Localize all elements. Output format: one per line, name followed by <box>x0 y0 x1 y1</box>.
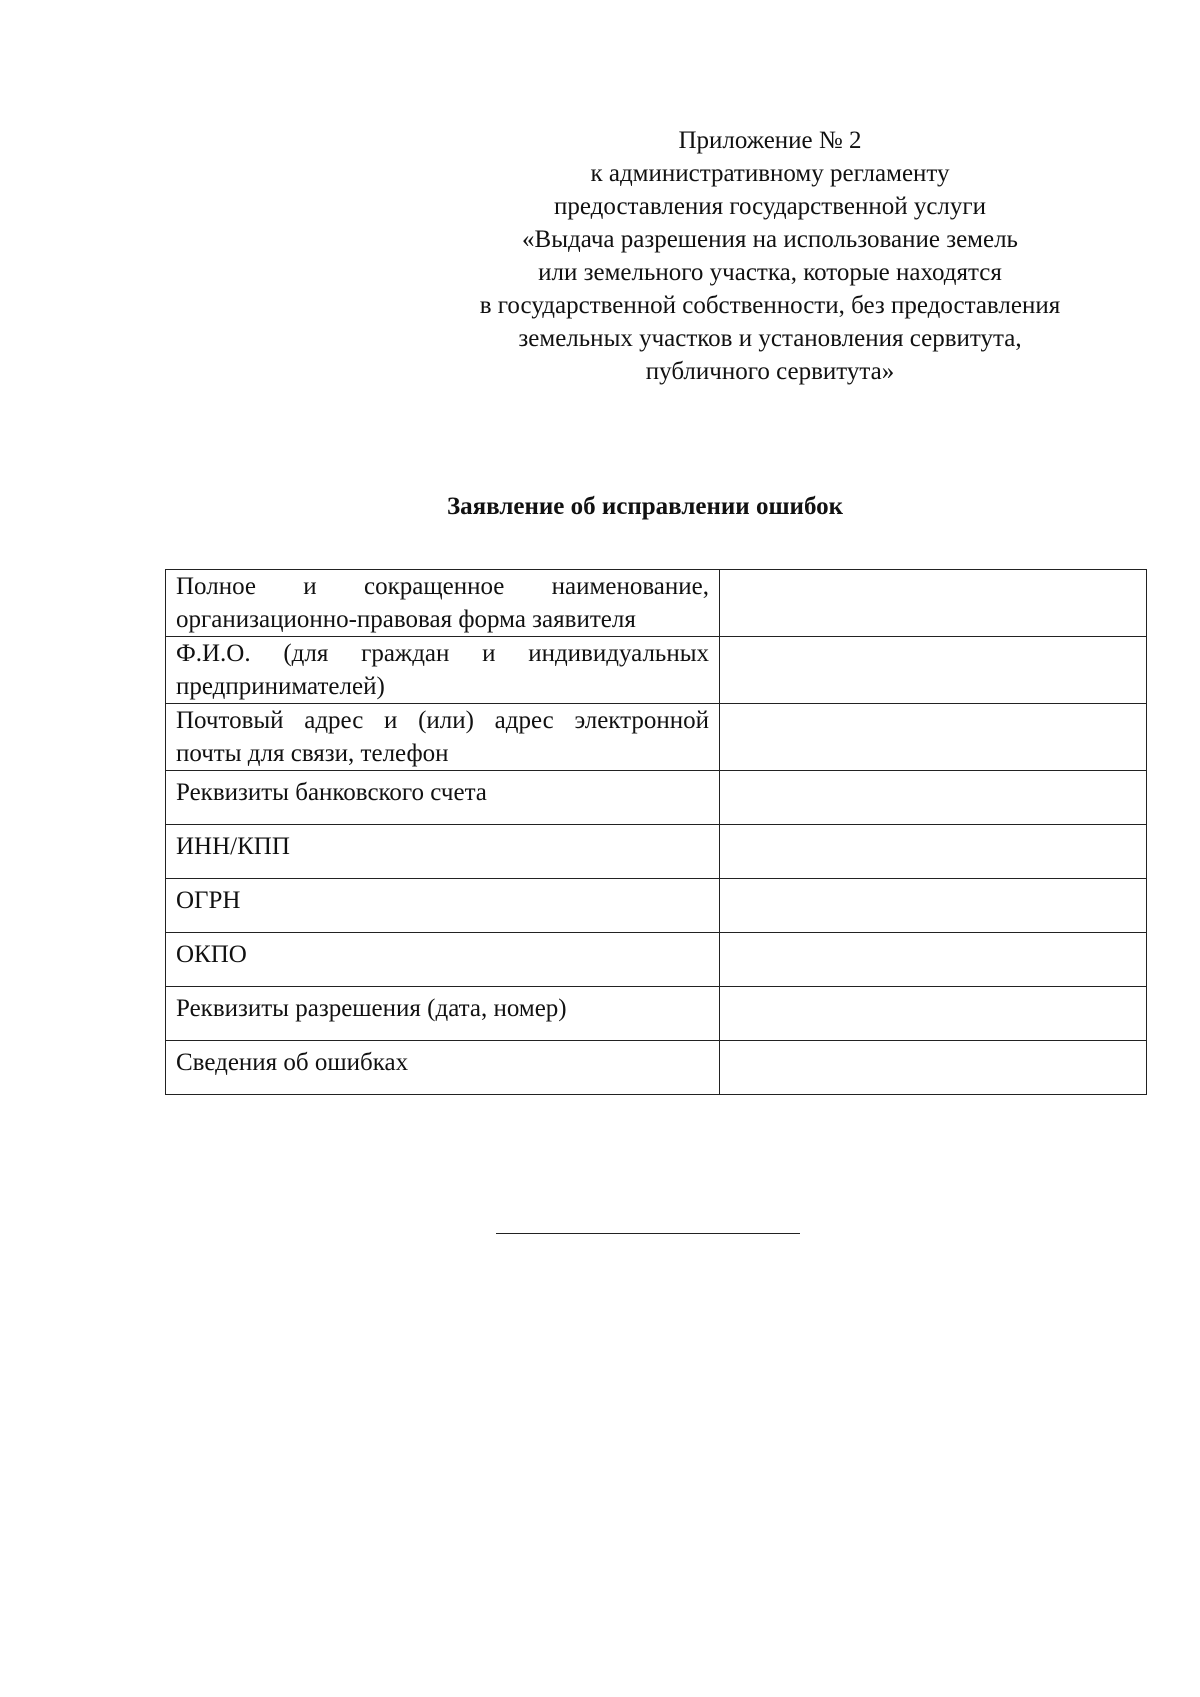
label-line: Сведения об ошибках <box>176 1049 409 1076</box>
value-field-ogrn[interactable] <box>720 879 1147 933</box>
appendix-line: или земельного участка, которые находятся <box>538 259 1002 286</box>
label-line: Полное и сокращенное наименование, <box>176 573 709 600</box>
appendix-line: к административному регламенту <box>590 160 950 187</box>
row-label-bank-details <box>166 771 720 825</box>
appendix-line: «Выдача разрешения на использование земель <box>522 226 1018 253</box>
value-field-fio[interactable] <box>720 637 1147 704</box>
value-field-error-info[interactable] <box>720 1041 1147 1095</box>
table-row <box>166 879 1147 933</box>
row-label-full-name <box>166 570 720 637</box>
value-field-bank-details[interactable] <box>720 771 1147 825</box>
label-line: Реквизиты разрешения (дата, номер) <box>176 995 567 1022</box>
row-label-okpo <box>166 933 720 987</box>
label-line: ОГРН <box>176 887 241 914</box>
appendix-header <box>420 124 1120 388</box>
label-line: Почтовый адрес и (или) адрес электронной <box>176 707 709 734</box>
row-label-permit-details <box>166 987 720 1041</box>
row-label-inn-kpp <box>166 825 720 879</box>
table-row <box>166 570 1147 637</box>
application-form-table <box>165 569 1147 1095</box>
table-row <box>166 771 1147 825</box>
table-row <box>166 704 1147 771</box>
label-line: организационно-правовая форма заявителя <box>176 606 636 633</box>
appendix-number: Приложение № 2 <box>678 127 862 154</box>
row-label-error-info <box>166 1041 720 1095</box>
value-field-okpo[interactable] <box>720 933 1147 987</box>
value-field-inn-kpp[interactable] <box>720 825 1147 879</box>
table-row <box>166 933 1147 987</box>
value-field-contact-address[interactable] <box>720 704 1147 771</box>
label-line: Реквизиты банковского счета <box>176 779 487 806</box>
label-line: предпринимателей) <box>176 673 385 700</box>
value-field-full-name[interactable] <box>720 570 1147 637</box>
row-label-ogrn <box>166 879 720 933</box>
table-row <box>166 987 1147 1041</box>
table-row <box>166 1041 1147 1095</box>
appendix-line: земельных участков и установления сервитута, <box>518 325 1022 352</box>
table-row <box>166 825 1147 879</box>
signature-line[interactable] <box>496 1233 800 1234</box>
label-line: ИНН/КПП <box>176 833 290 860</box>
document-title: Заявление об исправлении ошибок <box>446 493 844 520</box>
label-line: ОКПО <box>176 941 247 968</box>
table-row <box>166 637 1147 704</box>
value-field-permit-details[interactable] <box>720 987 1147 1041</box>
appendix-line: в государственной собственности, без предоставления <box>479 292 1061 319</box>
appendix-line: предоставления государственной услуги <box>553 193 987 220</box>
label-line: почты для связи, телефон <box>176 740 449 767</box>
row-label-contact-address <box>166 704 720 771</box>
row-label-fio <box>166 637 720 704</box>
appendix-line: публичного сервитута» <box>645 358 895 385</box>
label-line: Ф.И.О. (для граждан и индивидуальных <box>176 640 709 667</box>
